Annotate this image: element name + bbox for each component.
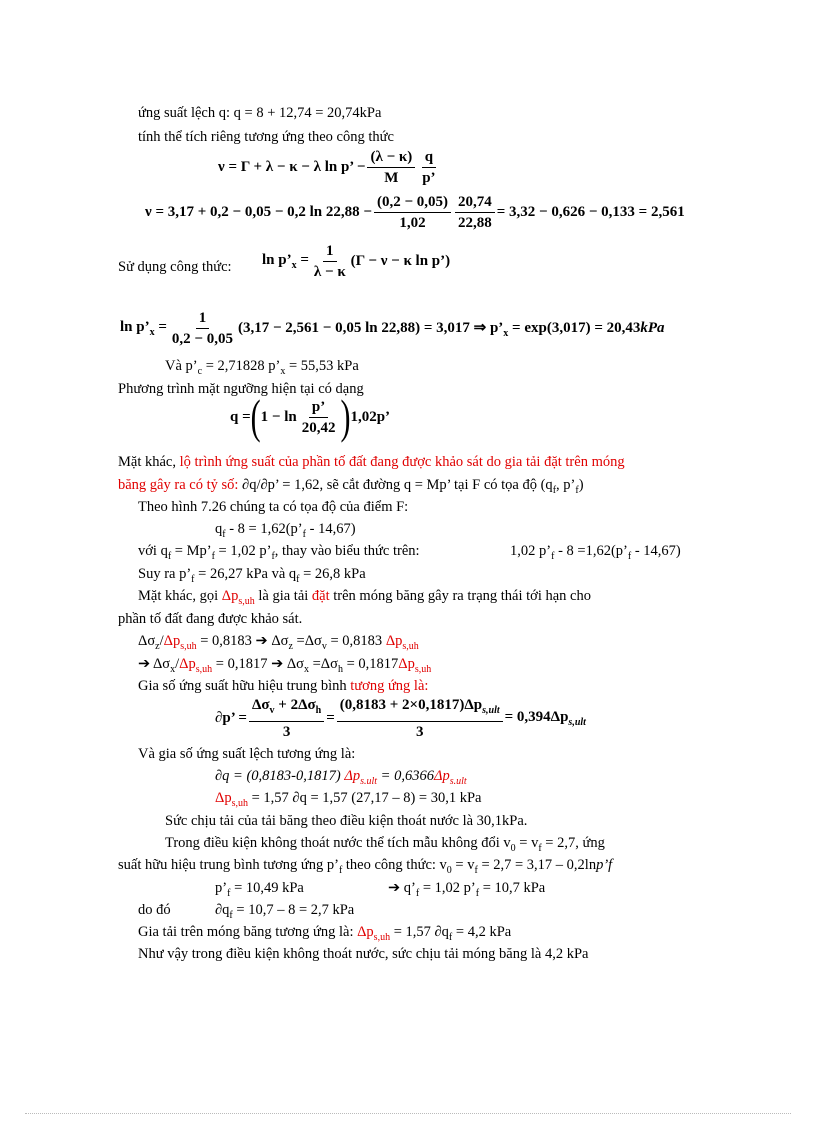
fraction: [169, 309, 236, 348]
denominator: 3: [282, 724, 291, 740]
text-line: Gia số ứng suất hữu hiệu trung bình tương ứng là:: [138, 678, 429, 694]
text-line: Trong điều kiện không thoát nước thể tích mẫu không đổi $v_0 = v_f = 2,7$, ứng: [165, 835, 605, 854]
fraction: [367, 148, 415, 187]
eq-text: (Γ − ν − κ ln p’): [350, 253, 451, 269]
text-line: $\Delta p_{s,uh} = 1,57$ ∂q = 1,57 (27,17 – 8) = 30,1 kPa: [215, 790, 482, 809]
text-line: Như vậy trong điều kiện không thoát nước, sức chịu tải móng băng là 4,2 kPa: [138, 946, 589, 962]
text-line: Theo hình 7.26 chúng ta có tọa độ của điểm F:: [138, 499, 409, 515]
eq-text: $\ln p’_x$ =: [262, 252, 309, 271]
equation-yield-surface: [230, 390, 391, 444]
numerator: $\Delta\sigma_v + 2\Delta\sigma_h$: [249, 696, 324, 722]
denominator: 20,42: [301, 420, 336, 436]
text-line: Mặt khác, lộ trình ứng suất của phần tố đất đang được khảo sát do gia tải đặt trên móng: [118, 454, 625, 470]
fraction: [419, 148, 438, 187]
denominator: 1,02: [399, 215, 426, 231]
paren-open: (: [250, 390, 261, 444]
numerator: 1: [323, 242, 337, 262]
paren-close: ): [340, 390, 351, 444]
text-line: $\Delta\sigma_z/\Delta p_{s,uh} = 0,8183$ ➔ $\Delta\sigma_z =\Delta\sigma_v = 0,8183$ $\Delta p_{s,uh}$: [138, 633, 419, 652]
text-line: ➔ $q’_f = 1,02$ $p’_f = 10,7$ kPa: [388, 880, 546, 899]
fraction: [337, 696, 503, 741]
text-line: ➔ $\Delta\sigma_x/\Delta p_{s,uh} = 0,1817$ ➔ $\Delta\sigma_x =\Delta\sigma_h = 0,1817\Delta p_{s,uh}$: [138, 656, 432, 675]
equation-numeric-nu: [145, 193, 685, 232]
numerator: $(0,8183 + 2\times 0,1817)\Delta p_{s,ult}$: [337, 696, 503, 722]
eq-text: ∂p’ =: [215, 710, 247, 726]
eq-text: =: [326, 710, 335, 726]
text-line: suất hữu hiệu trung bình tương ứng $p’_f$ theo công thức: $v_0 = v_f = 2,7 = 3,17$ – 0,2lnp’f: [118, 857, 613, 876]
denominator: M: [384, 170, 399, 186]
denominator: 0,2 − 0,05: [171, 331, 233, 347]
text-line: $q_f - 8$ = $1,62(p’_f - 14,67)$: [215, 521, 356, 540]
equation-specific-volume: [218, 148, 441, 187]
numerator: 20,74: [455, 193, 495, 213]
numerator: (0,2 − 0,05): [374, 193, 451, 213]
eq-text: ν = Γ + λ − κ − λ ln p’ −: [218, 159, 366, 175]
text-line: phần tố đất đang được khảo sát.: [118, 611, 303, 627]
text-line: 1,02 $p’_f - 8$ $=1,62(p’_f - 14,67)$: [510, 543, 681, 562]
text-line: với $q_f$ = $Mp’_f = 1,02$ $p’_f$, thay vào biểu thức trên:: [138, 543, 420, 562]
denominator: 22,88: [458, 215, 492, 231]
fraction: [249, 696, 324, 741]
text-line: Sử dụng công thức:: [118, 259, 232, 275]
eq-text: = 3,32 − 0,626 − 0,133 = 2,561: [496, 204, 685, 220]
numerator: 1: [196, 309, 210, 329]
text-line: do đó: [138, 902, 171, 918]
denominator: 3: [415, 724, 424, 740]
fraction: [455, 193, 495, 232]
fraction: [311, 242, 349, 281]
eq-text: 1 − ln: [260, 409, 297, 425]
fraction: [374, 193, 451, 232]
eq-text: $\ln p’_x$ =: [120, 319, 167, 338]
text-line: ∂q = (0,8183-0,1817) $\Delta p_{s.ult} = 0,6366\Delta p_{s.ult}$: [215, 768, 467, 787]
numerator: (λ − κ): [367, 148, 415, 168]
denominator: λ − κ: [313, 264, 346, 280]
eq-text: (3,17 − 2,561 − 0,05 ln 22,88) = 3,017 ⇒ $p’_x = \exp(3,017) = 20,43kPa$: [237, 320, 665, 339]
text-line: Suy ra $p’_f = 26,27$ kPa và $q_f = 26,8$ kPa: [138, 566, 366, 585]
eq-text: q =: [230, 409, 251, 425]
eq-text: = $0,394\Delta p_{s,ult}$: [504, 709, 586, 728]
text-line: Phương trình mặt ngưỡng hiện tại có dạng: [118, 381, 364, 397]
text-line: Và $p’_c = 2,71828$ $p’_x = 55,53$ kPa: [165, 358, 359, 377]
page-bottom-rule: [25, 1113, 791, 1114]
fraction: [299, 398, 339, 437]
text-line: Gia tải trên móng băng tương ứng là: $\Delta p_{s,uh} = 1,57$ $\partial q_f = 4,2$ kPa: [138, 924, 512, 943]
eq-text: ν = 3,17 + 0,2 − 0,05 − 0,2 ln 22,88 −: [145, 204, 372, 220]
equation-ln-px: [262, 242, 450, 281]
text-line: băng gây ra có tỷ số: ∂q/∂p’ = 1,62, sẽ cắt đường q = Mp’ tại F có tọa độ ($q_f$, $p’_f$): [118, 477, 584, 496]
text-line: tính thể tích riêng tương ứng theo công thức: [138, 129, 394, 145]
text-line: Sức chịu tải của tải băng theo điều kiện thoát nước là 30,1kPa.: [165, 813, 528, 829]
text-line: Mặt khác, gọi $\Delta p_{s,uh}$ là gia tải đặt trên móng băng gây ra trạng thái tới hạn cho: [138, 588, 591, 607]
text-line: $\partial q_f = 10,7 - 8 = 2,7$ kPa: [215, 902, 355, 921]
numerator: q: [422, 148, 436, 168]
text-line: Và gia số ứng suất lệch tương ứng là:: [138, 746, 356, 762]
numerator: p’: [309, 398, 328, 418]
text-line: ứng suất lệch q: q = 8 + 12,74 = 20,74kPa: [138, 105, 382, 121]
eq-text: 1,02p’: [350, 409, 391, 425]
text-line: $p’_f = 10,49$ kPa: [215, 880, 304, 899]
denominator: p’: [422, 170, 436, 186]
equation-ln-px-numeric: [120, 309, 665, 348]
equation-mean-stress-increment: [215, 696, 586, 741]
